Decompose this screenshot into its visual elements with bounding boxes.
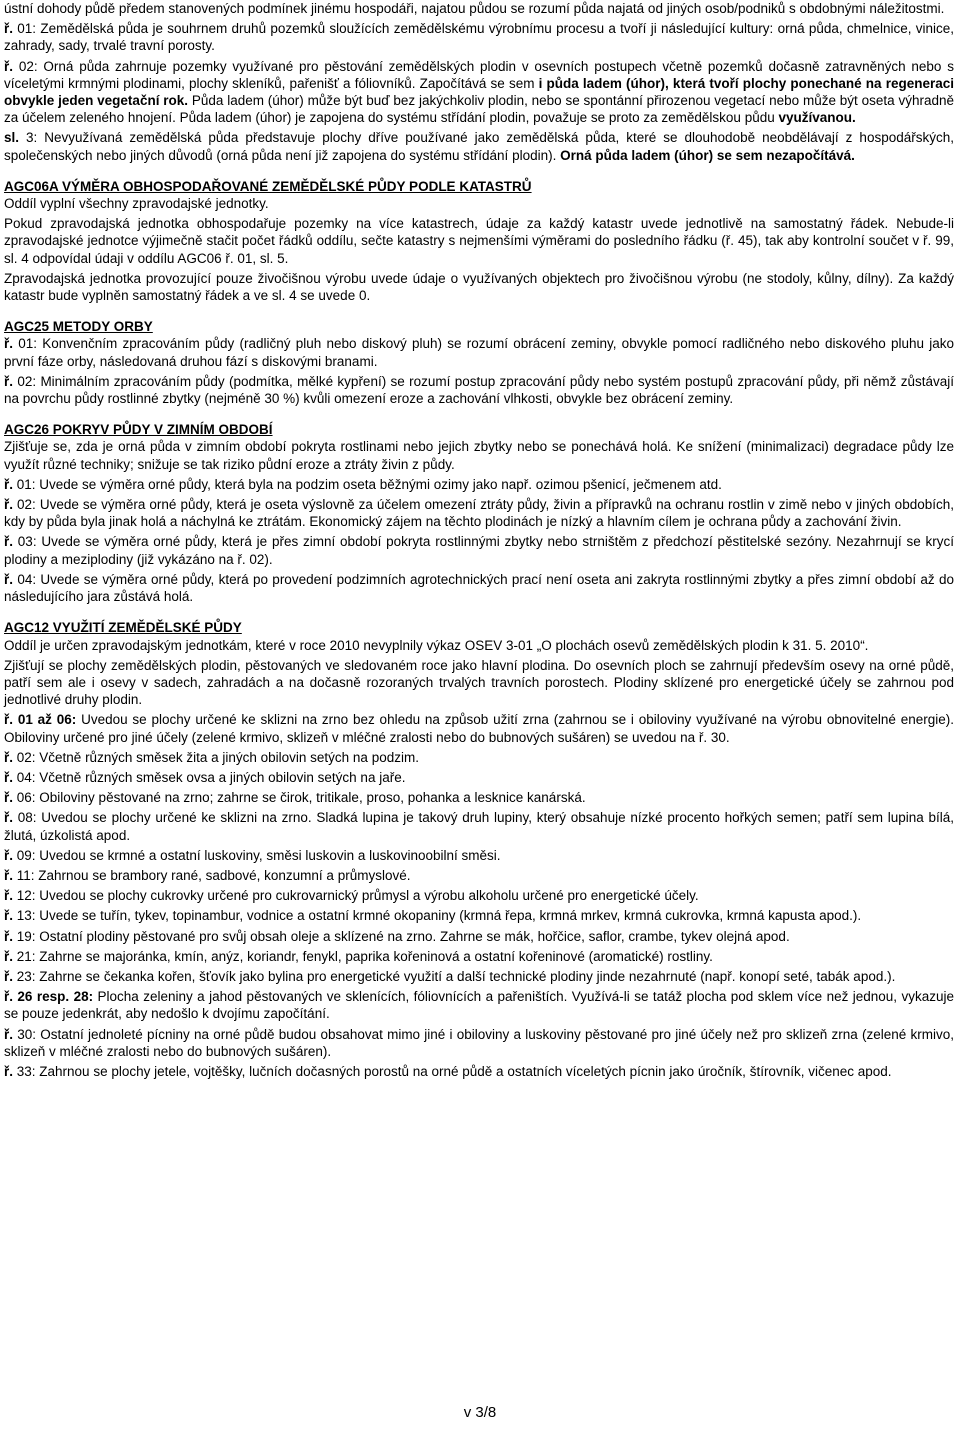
paragraph-agc12-p1 <box>4 637 954 654</box>
text-run: Pokud zpravodajská jednotka obhospodařuje pozemky na více katastrech, údaje za každý katastr uvede jednotlivě na samostatný řádek. Nebude-li zpravodajské jednotce výjimečně stačit počet řádků oddílu, sečte katastry s nejmenšími výměrami do posledního řádku (ř. 45), tak aby kontrolní součet v ř. 99, sl. 4 odpovídal údaji v oddílu AGC06 ř. 01, sl. 5. <box>4 216 954 266</box>
bold-run: ř. 26 resp. <box>4 989 70 1005</box>
text-run: 01: Konvenčním zpracováním půdy (radličný pluh nebo diskový pluh) se rozumí obrácení zeminy, obvykle pomocí radličného nebo diskového pluhu jako první fáze orby, následovaná druhou fází s diskovými branami. <box>4 336 954 369</box>
section-spacer <box>4 605 954 619</box>
paragraph-agc12-r08 <box>4 809 954 843</box>
section-spacer <box>4 164 954 178</box>
section-heading-h-agc06a: AGC06A VÝMĚRA OBHOSPODAŘOVANÉ ZEMĚDĚLSKÉ PŮDY PODLE KATASTRŮ <box>4 178 532 194</box>
bold-run: využívanou. <box>778 110 856 126</box>
bold-run: ř. <box>4 749 14 765</box>
text-run: Plocha zeleniny a jahod pěstovaných ve sklenících, fóliovnících a pařeništích. Využívá-li se tatáž plocha pod sklem více než jednou, vykazuje se pouze jedenkrát, aby nedošlo k dvojímu započítání. <box>4 989 954 1022</box>
bold-run: ř. <box>4 790 14 806</box>
bold-run: ř. <box>4 867 14 883</box>
bold-run: ř. <box>4 888 14 904</box>
text-run: Půda ladem (úhor) může být buď bez jakýchkoliv plodin, nebo se spontánní přirozenou vegetací nebo může být oseta výhradně za účelem zeleného hnojení. Půda ladem (úhor) je zapojena do systému střídání plodin, považuje se proto za zemědělskou půdu <box>4 93 954 126</box>
paragraph-agc06a-p1 <box>4 195 954 212</box>
text-run: 04: Včetně různých směsek ovsa a jiných obilovin setých na jaře. <box>13 769 406 785</box>
bold-run: ř. <box>4 908 14 924</box>
text-run: Zjišťuje se, zda je orná půda v zimním období pokryta rostlinami nebo jejich zbytky nebo se ponechává holá. Ke snížení (minimalizaci) degradace půdy lze využít různé techniky; snižuje se tak riziko půdní eroze a ztráty živin z půdy. <box>4 439 954 472</box>
paragraph-agc26-r01 <box>4 476 954 493</box>
text-run: 02: Včetně různých směsek žita a jiných obilovin setých na podzim. <box>13 749 419 765</box>
text-run: 02: Uvede se výměra orné půdy, která je oseta výslovně za účelem omezení ztráty půdy, živin a přípravků na ochranu rostlin v zimě nebo v jiných obdobích, kdy by půda byla jinak holá a náchylná ke ztrátám. Ekonomický zájem na těchto plodinách je nízký a hlavním cílem je ochrana půdy a zachování živin. <box>4 497 954 530</box>
text-run: ústní dohody půdě předem stanovených podmínek jinému hospodáři, najatou půdou se rozumí půda najatá od jiných osob/podniků s obdobnými náležitostmi. <box>4 1 945 16</box>
text-run: 12: Uvedou se plochy cukrovky určené pro cukrovarnický průmysl a výrobu alkoholu určené pro energetické účely. <box>13 888 699 904</box>
bold-run: ř. <box>4 571 14 587</box>
text-run: 11: Zahrnou se brambory rané, sadbové, konzumní a průmyslové. <box>13 867 411 883</box>
bold-run: ř. <box>4 373 14 389</box>
text-run: 30: Ostatní jednoleté pícniny na orné půdě budou obsahovat mimo jiné i obiloviny a luskoviny pěstované pro jiné účely než pro sklizeň zrna (zelené krmivo, sklizeň v mléčné zralosti nebo do bubnových sušáren). <box>4 1026 954 1059</box>
section-heading-h-agc12: AGC12 VYUŽITÍ ZEMĚDĚLSKÉ PŮDY <box>4 620 242 636</box>
text-run: Oddíl vyplní všechny zpravodajské jednotky. <box>4 196 269 212</box>
text-run: 33: Zahrnou se plochy jetele, vojtěšky, lučních dočasných porostů na orné půdě a ostatních víceletých pícnin jako úročník, štírovník, vičenec apod. <box>13 1063 892 1079</box>
paragraph-agc12-r21 <box>4 948 954 965</box>
text-run: 01: Zemědělská půda je souhrnem druhů pozemků sloužících zemědělskému výrobnímu procesu a tvoří ji následující kultury: orná půda, chmelnice, vinice, zahrady, sady, trvalé travní porosty. <box>4 21 954 54</box>
paragraph-agc12-r02 <box>4 749 954 766</box>
text-run: 19: Ostatní plodiny pěstované pro svůj obsah oleje a sklízené na zrno. Zahrne se mák, hořčice, saflor, crambe, tykev olejná apod. <box>13 928 790 944</box>
bold-run: ř. <box>4 1026 14 1042</box>
text-run: Uvedou se plochy určené ke sklizni na zrno bez ohledu na způsob užití zrna (zahrnou se i obiloviny využívané na výrobu obnovitelné energie). Obiloviny určené pro jiné účely (zelené krmivo, sklizeň v mléčné zralosti nebo do bubnových sušáren) se uvedou na ř. 30. <box>4 712 955 745</box>
paragraph-agc12-r33 <box>4 1063 954 1080</box>
document-body <box>4 0 954 1080</box>
text-run: 3: Nevyužívaná zemědělská půda představuje plochy dříve používané jako zemědělská půda, které se dlouhodobě neobdělávají z hospodářských, společenských nebo jiných důvodů (orná půda není již zapojena do systému střídání plodin). <box>4 130 954 163</box>
paragraph-agc12-r13 <box>4 907 954 924</box>
text-run: 02: Orná půda zahrnuje pozemky využívané pro pěstování zemědělských plodin v osevních postupech včetně pozemků dočasně zatravněných nebo s víceletými krmnými plodinami, plochy skleníků, pařenišť a fóliovníků. Započítává se sem <box>4 58 954 91</box>
paragraph-intro-tail <box>4 0 954 17</box>
bold-run: i půda ladem (úhor), která tvoří plochy ponechané na regeneraci obvykle jeden vegetační rok. <box>4 75 954 109</box>
text-run: 02: Minimálním zpracováním půdy (podmítka, mělké kypření) se rozumí postup zpracování půdy nebo systém postupů zpracování půdy, při němž zůstávají na povrchu půdy rostlinné zbytky (nejméně 30 %) kvůli omezení eroze a zachování vlhkosti, obvykle bez obrácení zeminy. <box>4 373 954 407</box>
text-run: 13: Uvede se tuřín, tykev, topinambur, vodnice a ostatní krmné okopaniny (krmná řepa, krmná mrkev, krmná cukrovka, krmná kapusta apod.). <box>13 908 862 924</box>
text-run: Oddíl je určen zpravodajským jednotkám, které v roce 2010 nevyplnily výkaz OSEV 3-01 „O plochách osevů zemědělských plodin k 31. 5. 2010“. <box>4 637 869 653</box>
bold-run: Orná půda ladem (úhor) se sem nezapočítává. <box>560 147 855 163</box>
paragraph-agc06a-p2 <box>4 215 954 267</box>
bold-run: ř. <box>4 534 14 550</box>
bold-run: ř. <box>4 968 14 984</box>
paragraph-agc26-r02 <box>4 496 954 530</box>
bold-run: ř. 01 až 06: <box>4 712 77 728</box>
section-heading-h-agc26: AGC26 POKRYV PŮDY V ZIMNÍM OBDOBÍ <box>4 422 273 438</box>
text-run: 01: Uvede se výměra orné půdy, která byla na podzim oseta běžnými ozimy jako např. ozimou pšenicí, ječmenem atd. <box>13 476 722 492</box>
paragraph-agc12-r30 <box>4 1026 954 1060</box>
paragraph-agc25-r02 <box>4 373 954 407</box>
paragraph-agc26-p1 <box>4 438 954 472</box>
text-run: 09: Uvedou se krmné a ostatní luskoviny, směsi luskovin a luskovinoobilní směsi. <box>13 847 501 863</box>
bold-run: ř. <box>4 847 14 863</box>
paragraph-agc12-r11 <box>4 867 954 884</box>
text-run: 21: Zahrne se majoránka, kmín, anýz, koriandr, fenykl, paprika kořeninová a ostatní kořeninové (aromatické) rostliny. <box>13 948 713 964</box>
section-spacer <box>4 407 954 421</box>
text-run: 23: Zahrne se čekanka kořen, šťovík jako bylina pro energetické využití a další technické plodiny jinde nezahrnuté (např. konopí seté, tabák apod.). <box>13 968 896 984</box>
bold-run: ř. <box>4 769 14 785</box>
bold-run: ř. <box>4 810 14 826</box>
paragraph-agc12-r01 <box>4 711 954 745</box>
text-run: 08: Uvedou se plochy určené ke sklizni na zrno. Sladká lupina je takový druh lupiny, který obsahuje nízké procento hořkých semen; patří sem lupina bílá, žlutá, úzkolistá apod. <box>4 810 954 843</box>
paragraph-agc06a-p3 <box>4 270 954 304</box>
section-heading-h-agc25: AGC25 METODY ORBY <box>4 319 153 335</box>
bold-run: ř. <box>4 476 14 492</box>
text-run: 03: Uvede se výměra orné půdy, která je přes zimní období pokryta rostlinnými zbytky nebo strništěm z předchozí pěstitelské sezóny. Nezahrnují se krycí plodiny a meziplodiny (již vykázáno na ř. 02). <box>4 534 954 567</box>
paragraph-agc26-r04 <box>4 571 954 605</box>
bold-run: ř. <box>4 1063 14 1079</box>
paragraph-agc12-r09 <box>4 847 954 864</box>
text-run: 04: Uvede se výměra orné půdy, která po provedení podzimních agrotechnických prací není oseta ani zakryta rostlinnými zbytky a přes zimní období až do následujícího jara zůstává holá. <box>4 571 954 605</box>
paragraph-agc25-r01 <box>4 335 954 369</box>
paragraph-agc06-r01 <box>4 20 954 54</box>
paragraph-agc12-r12 <box>4 887 954 904</box>
bold-run: ř. <box>4 336 14 352</box>
paragraph-agc12-r23 <box>4 968 954 985</box>
bold-run: ř. <box>4 21 14 37</box>
paragraph-agc12-r26 <box>4 988 954 1022</box>
bold-run: sl. <box>4 130 20 146</box>
bold-run: ř. <box>4 948 14 964</box>
paragraph-agc26-r03 <box>4 533 954 567</box>
section-spacer <box>4 304 954 318</box>
bold-run: 28: <box>73 989 94 1005</box>
paragraph-agc12-r04 <box>4 769 954 786</box>
paragraph-agc12-p2 <box>4 657 954 709</box>
paragraph-agc06-s03 <box>4 129 954 163</box>
paragraph-agc06-r02 <box>4 58 954 127</box>
page-number: v 3/8 <box>463 1404 497 1421</box>
text-run: 06: Obiloviny pěstované na zrno; zahrne se čirok, tritikale, proso, pohanka a lesknice kanárská. <box>13 790 586 806</box>
bold-run: ř. <box>4 58 14 74</box>
paragraph-agc12-r19 <box>4 928 954 945</box>
bold-run: ř. <box>4 497 14 513</box>
bold-run: ř. <box>4 928 14 944</box>
text-run: Zjišťují se plochy zemědělských plodin, pěstovaných ve sledovaném roce jako hlavní plodina. Do osevních ploch se zahrnují především osevy na orné půdě, patří sem ale i osevy v sadech, zahradách a na dočasně rozoraných trvalých travních porostech. Plodiny sklízené pro energetické účely se zahrnou pod jednotlivé druhy plodin. <box>4 657 954 708</box>
paragraph-agc12-r06 <box>4 789 954 806</box>
text-run: Zpravodajská jednotka provozující pouze živočišnou výrobu uvede údaje o využívaných objektech pro živočišnou výrobu (ne stodoly, kůlny, dílny). Za každý katastr bude vyplněn samostatný řádek a ve sl. 4 se uvede 0. <box>4 270 954 304</box>
